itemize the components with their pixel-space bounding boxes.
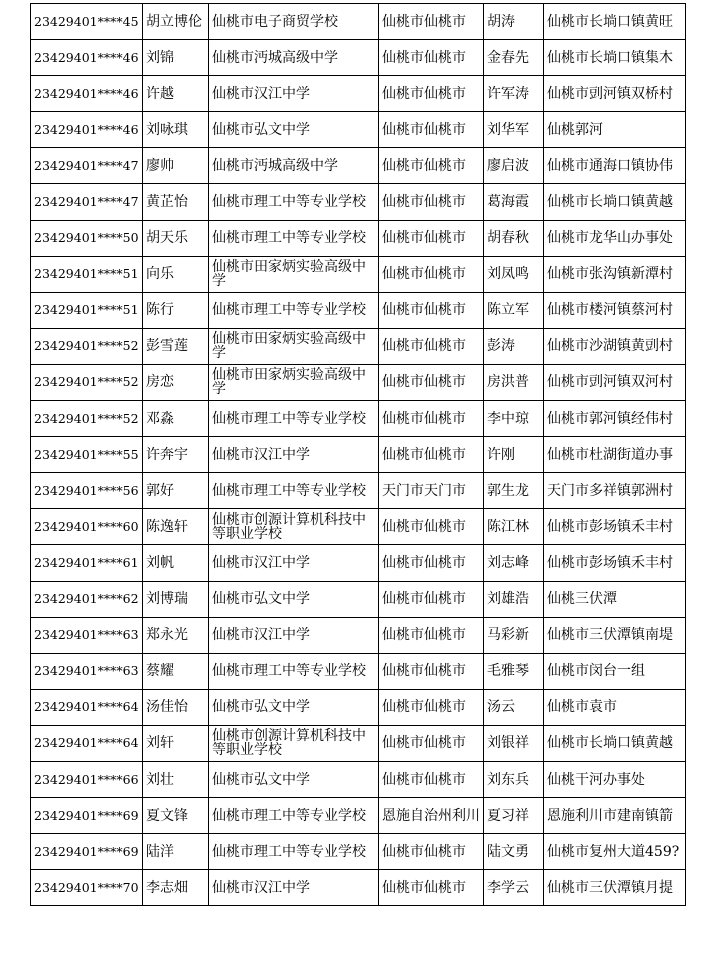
- cell-name: 刘锦: [143, 40, 209, 76]
- cell-region: 仙桃市仙桃市: [379, 761, 484, 797]
- cell-id: 23429401****47: [31, 184, 143, 220]
- table-row: [31, 4, 686, 40]
- cell-parent: 廖启波: [484, 148, 544, 184]
- cell-school: 仙桃市弘文中学: [209, 761, 379, 797]
- cell-name: 陈行: [143, 292, 209, 328]
- cell-address: 仙桃市龙华山办事处: [544, 220, 686, 256]
- cell-region: 仙桃市仙桃市: [379, 256, 484, 292]
- cell-id: 23429401****63: [31, 653, 143, 689]
- table-row: [31, 328, 686, 364]
- cell-school: 仙桃市创源计算机科技中等职业学校: [209, 509, 379, 545]
- table-row: [31, 148, 686, 184]
- cell-school: 仙桃市沔城高级中学: [209, 148, 379, 184]
- cell-id: 23429401****52: [31, 328, 143, 364]
- cell-school: 仙桃市弘文中学: [209, 112, 379, 148]
- cell-id: 23429401****64: [31, 725, 143, 761]
- cell-school: 仙桃市汉江中学: [209, 76, 379, 112]
- cell-parent: 许军涛: [484, 76, 544, 112]
- cell-parent: 李学云: [484, 870, 544, 906]
- cell-parent: 陈立军: [484, 292, 544, 328]
- cell-name: 陈逸轩: [143, 509, 209, 545]
- cell-parent: 葛海霞: [484, 184, 544, 220]
- cell-address: 仙桃市闵台一组: [544, 653, 686, 689]
- cell-region: 仙桃市仙桃市: [379, 581, 484, 617]
- cell-school: 仙桃市田家炳实验高级中学: [209, 364, 379, 400]
- cell-address: 天门市多祥镇郭洲村: [544, 473, 686, 509]
- table-row: [31, 509, 686, 545]
- table-row: [31, 545, 686, 581]
- cell-name: 彭雪莲: [143, 328, 209, 364]
- cell-parent: 毛雅琴: [484, 653, 544, 689]
- cell-school: 仙桃市汉江中学: [209, 545, 379, 581]
- cell-school: 仙桃市理工中等专业学校: [209, 184, 379, 220]
- cell-address: 恩施利川市建南镇箭: [544, 798, 686, 834]
- cell-region: 天门市天门市: [379, 473, 484, 509]
- cell-school: 仙桃市汉江中学: [209, 870, 379, 906]
- table-row: [31, 653, 686, 689]
- cell-id: 23429401****69: [31, 834, 143, 870]
- table-row: [31, 437, 686, 473]
- cell-parent: 胡春秋: [484, 220, 544, 256]
- cell-id: 23429401****52: [31, 364, 143, 400]
- cell-school: 仙桃市理工中等专业学校: [209, 292, 379, 328]
- cell-id: 23429401****70: [31, 870, 143, 906]
- cell-region: 仙桃市仙桃市: [379, 870, 484, 906]
- cell-id: 23429401****61: [31, 545, 143, 581]
- table-body: [31, 4, 686, 906]
- cell-region: 仙桃市仙桃市: [379, 689, 484, 725]
- cell-name: 廖帅: [143, 148, 209, 184]
- cell-name: 胡天乐: [143, 220, 209, 256]
- cell-school: 仙桃市弘文中学: [209, 689, 379, 725]
- cell-address: 仙桃市长埫口镇黄越: [544, 725, 686, 761]
- cell-parent: 汤云: [484, 689, 544, 725]
- cell-id: 23429401****46: [31, 112, 143, 148]
- cell-name: 郑永光: [143, 617, 209, 653]
- cell-address: 仙桃三伏潭: [544, 581, 686, 617]
- table-row: [31, 798, 686, 834]
- cell-address: 仙桃市沙湖镇黄剅村: [544, 328, 686, 364]
- cell-name: 刘帆: [143, 545, 209, 581]
- cell-address: 仙桃市剅河镇双桥村: [544, 76, 686, 112]
- cell-name: 刘博瑞: [143, 581, 209, 617]
- cell-name: 蔡耀: [143, 653, 209, 689]
- table-row: [31, 220, 686, 256]
- table-row: [31, 725, 686, 761]
- cell-school: 仙桃市汉江中学: [209, 437, 379, 473]
- cell-parent: 陆文勇: [484, 834, 544, 870]
- cell-parent: 马彩新: [484, 617, 544, 653]
- cell-region: 仙桃市仙桃市: [379, 725, 484, 761]
- cell-id: 23429401****47: [31, 148, 143, 184]
- cell-id: 23429401****64: [31, 689, 143, 725]
- table-row: [31, 870, 686, 906]
- cell-id: 23429401****56: [31, 473, 143, 509]
- table-row: [31, 256, 686, 292]
- cell-id: 23429401****62: [31, 581, 143, 617]
- cell-region: 仙桃市仙桃市: [379, 364, 484, 400]
- cell-parent: 刘雄浩: [484, 581, 544, 617]
- cell-parent: 夏习祥: [484, 798, 544, 834]
- cell-region: 仙桃市仙桃市: [379, 834, 484, 870]
- cell-parent: 房洪普: [484, 364, 544, 400]
- table-row: [31, 401, 686, 437]
- cell-parent: 陈江林: [484, 509, 544, 545]
- cell-name: 夏文锋: [143, 798, 209, 834]
- cell-id: 23429401****69: [31, 798, 143, 834]
- cell-school: 仙桃市弘文中学: [209, 581, 379, 617]
- table-row: [31, 761, 686, 797]
- cell-id: 23429401****45: [31, 4, 143, 40]
- student-table: [30, 3, 686, 906]
- table-row: [31, 76, 686, 112]
- cell-region: 仙桃市仙桃市: [379, 653, 484, 689]
- cell-parent: 彭涛: [484, 328, 544, 364]
- cell-id: 23429401****46: [31, 40, 143, 76]
- table-row: [31, 112, 686, 148]
- table-row: [31, 834, 686, 870]
- cell-name: 郭好: [143, 473, 209, 509]
- cell-region: 恩施自治州利川: [379, 798, 484, 834]
- cell-school: 仙桃市理工中等专业学校: [209, 798, 379, 834]
- table-row: [31, 473, 686, 509]
- cell-parent: 许刚: [484, 437, 544, 473]
- cell-address: 仙桃市三伏潭镇南堤: [544, 617, 686, 653]
- table-row: [31, 581, 686, 617]
- table-row: [31, 689, 686, 725]
- table-row: [31, 617, 686, 653]
- cell-region: 仙桃市仙桃市: [379, 112, 484, 148]
- cell-school: 仙桃市理工中等专业学校: [209, 653, 379, 689]
- cell-region: 仙桃市仙桃市: [379, 545, 484, 581]
- cell-region: 仙桃市仙桃市: [379, 220, 484, 256]
- cell-region: 仙桃市仙桃市: [379, 76, 484, 112]
- cell-school: 仙桃市沔城高级中学: [209, 40, 379, 76]
- cell-name: 刘咏琪: [143, 112, 209, 148]
- cell-address: 仙桃市彭场镇禾丰村: [544, 545, 686, 581]
- cell-region: 仙桃市仙桃市: [379, 292, 484, 328]
- cell-parent: 刘华军: [484, 112, 544, 148]
- cell-region: 仙桃市仙桃市: [379, 509, 484, 545]
- cell-school: 仙桃市理工中等专业学校: [209, 220, 379, 256]
- cell-address: 仙桃市张沟镇新潭村: [544, 256, 686, 292]
- cell-name: 邓淼: [143, 401, 209, 437]
- cell-name: 刘轩: [143, 725, 209, 761]
- cell-address: 仙桃市彭场镇禾丰村: [544, 509, 686, 545]
- cell-address: 仙桃市长埫口镇集木: [544, 40, 686, 76]
- cell-name: 刘壮: [143, 761, 209, 797]
- cell-parent: 李中琼: [484, 401, 544, 437]
- cell-address: 仙桃市复州大道459?: [544, 834, 686, 870]
- cell-name: 许奔宇: [143, 437, 209, 473]
- cell-id: 23429401****55: [31, 437, 143, 473]
- cell-id: 23429401****51: [31, 292, 143, 328]
- cell-parent: 刘凤鸣: [484, 256, 544, 292]
- table-row: [31, 184, 686, 220]
- cell-address: 仙桃郭河: [544, 112, 686, 148]
- cell-school: 仙桃市创源计算机科技中等职业学校: [209, 725, 379, 761]
- cell-school: 仙桃市理工中等专业学校: [209, 834, 379, 870]
- cell-name: 黄芷怡: [143, 184, 209, 220]
- cell-region: 仙桃市仙桃市: [379, 40, 484, 76]
- cell-parent: 刘东兵: [484, 761, 544, 797]
- cell-address: 仙桃市三伏潭镇月提: [544, 870, 686, 906]
- cell-parent: 胡涛: [484, 4, 544, 40]
- cell-parent: 刘银祥: [484, 725, 544, 761]
- cell-address: 仙桃干河办事处: [544, 761, 686, 797]
- cell-id: 23429401****66: [31, 761, 143, 797]
- cell-school: 仙桃市汉江中学: [209, 617, 379, 653]
- cell-name: 胡立博伦: [143, 4, 209, 40]
- cell-school: 仙桃市理工中等专业学校: [209, 473, 379, 509]
- cell-id: 23429401****51: [31, 256, 143, 292]
- cell-address: 仙桃市通海口镇协伟: [544, 148, 686, 184]
- table-row: [31, 292, 686, 328]
- cell-region: 仙桃市仙桃市: [379, 617, 484, 653]
- cell-region: 仙桃市仙桃市: [379, 184, 484, 220]
- cell-id: 23429401****63: [31, 617, 143, 653]
- cell-id: 23429401****52: [31, 401, 143, 437]
- cell-parent: 郭生龙: [484, 473, 544, 509]
- cell-name: 房恋: [143, 364, 209, 400]
- cell-school: 仙桃市理工中等专业学校: [209, 401, 379, 437]
- cell-address: 仙桃市杜湖街道办事: [544, 437, 686, 473]
- cell-name: 陆洋: [143, 834, 209, 870]
- cell-region: 仙桃市仙桃市: [379, 4, 484, 40]
- cell-address: 仙桃市楼河镇蔡河村: [544, 292, 686, 328]
- cell-name: 向乐: [143, 256, 209, 292]
- table-row: [31, 364, 686, 400]
- cell-parent: 金春先: [484, 40, 544, 76]
- cell-region: 仙桃市仙桃市: [379, 401, 484, 437]
- cell-name: 汤佳怡: [143, 689, 209, 725]
- cell-id: 23429401****46: [31, 76, 143, 112]
- cell-id: 23429401****60: [31, 509, 143, 545]
- cell-school: 仙桃市田家炳实验高级中学: [209, 256, 379, 292]
- cell-school: 仙桃市电子商贸学校: [209, 4, 379, 40]
- cell-address: 仙桃市长埫口镇黄越: [544, 184, 686, 220]
- cell-address: 仙桃市剅河镇双河村: [544, 364, 686, 400]
- cell-parent: 刘志峰: [484, 545, 544, 581]
- cell-region: 仙桃市仙桃市: [379, 437, 484, 473]
- cell-school: 仙桃市田家炳实验高级中学: [209, 328, 379, 364]
- cell-id: 23429401****50: [31, 220, 143, 256]
- cell-name: 许越: [143, 76, 209, 112]
- table-row: [31, 40, 686, 76]
- cell-region: 仙桃市仙桃市: [379, 148, 484, 184]
- cell-address: 仙桃市长埫口镇黄旺: [544, 4, 686, 40]
- cell-region: 仙桃市仙桃市: [379, 328, 484, 364]
- cell-name: 李志畑: [143, 870, 209, 906]
- cell-address: 仙桃市郭河镇经伟村: [544, 401, 686, 437]
- cell-address: 仙桃市袁市: [544, 689, 686, 725]
